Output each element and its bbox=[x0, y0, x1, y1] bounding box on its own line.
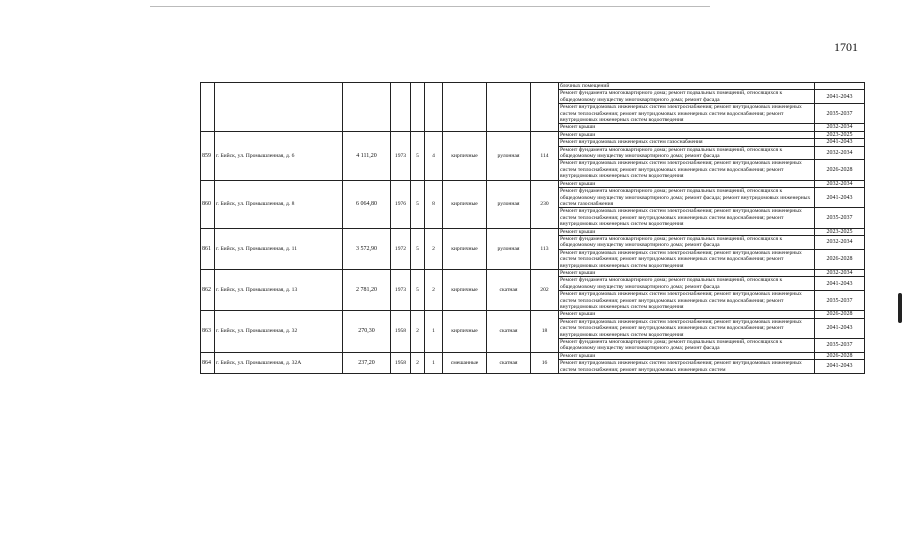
house-wall-material: кирпичные bbox=[443, 269, 487, 310]
house-address: г. Бийск, ул. Промышленная, д. 13 bbox=[215, 269, 343, 310]
repair-schedule-table bbox=[200, 82, 865, 374]
work-period: 2041-2043 bbox=[815, 277, 865, 291]
house-flats: 202 bbox=[531, 269, 559, 310]
house-floors: 5 bbox=[411, 228, 425, 269]
house-number: 862 bbox=[201, 269, 215, 310]
table-row bbox=[201, 228, 865, 235]
house-roof-type: скатная bbox=[487, 269, 531, 310]
work-period: 2035-2037 bbox=[815, 291, 865, 311]
house-number: 863 bbox=[201, 311, 215, 352]
work-description: Ремонт внутридомовых инженерных систем электроснабжения; ремонт внутридомовых инженерных систем теплоснабжения; ремонт внутридомовых инженерных систем водоснабжения; ремонт внутридомовых инженерных систем водоотведения bbox=[559, 249, 815, 269]
work-period: 2041-2043 bbox=[815, 318, 865, 338]
work-period: 2023-2025 bbox=[815, 131, 865, 138]
continuation-cell-num bbox=[201, 83, 215, 132]
house-entrances: 4 bbox=[425, 131, 443, 180]
work-period: 2032-2034 bbox=[815, 269, 865, 276]
continuation-cell-roof bbox=[487, 83, 531, 132]
work-description: Ремонт фундамента многоквартирного дома; ремонт подвальных помещений, относящихся к общедомовому имуществу многоквартирного дома; ремонт фасада bbox=[559, 235, 815, 249]
work-period: 2035-2037 bbox=[815, 208, 865, 228]
house-entrances: 1 bbox=[425, 352, 443, 373]
work-period: 2026-2028 bbox=[815, 311, 865, 318]
continuation-cell-address bbox=[215, 83, 343, 132]
work-period: 2032-2034 bbox=[815, 180, 865, 187]
continuation-cell-area bbox=[343, 83, 391, 132]
work-period: 2032-2034 bbox=[815, 124, 865, 131]
house-address: г. Бийск, ул. Промышленная, д. 32 bbox=[215, 311, 343, 352]
house-roof-type: рулонная bbox=[487, 180, 531, 228]
house-wall-material: кирпичные bbox=[443, 228, 487, 269]
work-period: 2023-2025 bbox=[815, 228, 865, 235]
house-year: 1973 bbox=[391, 131, 411, 180]
continuation-cell-floors bbox=[411, 83, 425, 132]
table-row bbox=[201, 269, 865, 276]
house-entrances: 8 bbox=[425, 180, 443, 228]
house-roof-type: скатная bbox=[487, 311, 531, 352]
work-period: 2035-2037 bbox=[815, 104, 865, 124]
house-year: 1973 bbox=[391, 269, 411, 310]
work-description: Ремонт крыши bbox=[559, 269, 815, 276]
house-area: 237,20 bbox=[343, 352, 391, 373]
house-floors: 2 bbox=[411, 352, 425, 373]
work-description: блочных помещений bbox=[559, 83, 815, 90]
work-period: 2035-2037 bbox=[815, 339, 865, 353]
house-year: 1972 bbox=[391, 228, 411, 269]
house-number: 860 bbox=[201, 180, 215, 228]
house-address: г. Бийск, ул. Промышленная, д. 32А bbox=[215, 352, 343, 373]
work-period: 2032-2034 bbox=[815, 235, 865, 249]
table-row bbox=[201, 131, 865, 138]
house-flats: 113 bbox=[531, 228, 559, 269]
work-description: Ремонт крыши bbox=[559, 124, 815, 131]
work-description: Ремонт фундамента многоквартирного дома; ремонт подвальных помещений, относящихся к общедомовому имуществу многоквартирного дома; ремонт фасада bbox=[559, 90, 815, 104]
house-wall-material: кирпичные bbox=[443, 131, 487, 180]
house-roof-type: рулонная bbox=[487, 228, 531, 269]
work-description: Ремонт крыши bbox=[559, 311, 815, 318]
house-year: 1958 bbox=[391, 311, 411, 352]
work-description: Ремонт фундамента многоквартирного дома; ремонт подвальных помещений, относящихся к общедомовому имуществу многоквартирного дома; ремонт фасада bbox=[559, 146, 815, 160]
work-period: 2041-2043 bbox=[815, 90, 865, 104]
continuation-cell-entrances bbox=[425, 83, 443, 132]
table-row bbox=[201, 180, 865, 187]
work-description: Ремонт крыши bbox=[559, 131, 815, 138]
work-description: Ремонт внутридомовых инженерных систем электроснабжения; ремонт внутридомовых инженерных систем теплоснабжения; ремонт внутридомовых инженерных систем водоснабжения; ремонт внутридомовых инженерных систем водоотведения bbox=[559, 208, 815, 228]
house-flats: 230 bbox=[531, 180, 559, 228]
work-description: Ремонт внутридомовых инженерных систем электроснабжения; ремонт внутридомовых инженерных систем теплоснабжения; ремонт внутридомовых инженерных систем водоснабжения; ремонт внутридомовых инженерных систем водоотведения bbox=[559, 318, 815, 338]
house-area: 2 781,20 bbox=[343, 269, 391, 310]
table-row bbox=[201, 352, 865, 359]
house-entrances: 1 bbox=[425, 311, 443, 352]
house-floors: 5 bbox=[411, 269, 425, 310]
scan-artifact-line bbox=[150, 6, 710, 7]
work-description: Ремонт внутридомовых инженерных систем электроснабжения; ремонт внутридомовых инженерных систем теплоснабжения; ремонт внутридомовых инженерных систем водоснабжения; ремонт внутридомовых инженерных систем водоотведения bbox=[559, 291, 815, 311]
house-number: 859 bbox=[201, 131, 215, 180]
house-flats: 114 bbox=[531, 131, 559, 180]
house-year: 1976 bbox=[391, 180, 411, 228]
house-number: 864 bbox=[201, 352, 215, 373]
continuation-cell-wall bbox=[443, 83, 487, 132]
continuation-cell-flats bbox=[531, 83, 559, 132]
house-area: 3 572,90 bbox=[343, 228, 391, 269]
work-period: 2041-2043 bbox=[815, 139, 865, 146]
work-period: 2026-2028 bbox=[815, 352, 865, 359]
work-period: 2041-2043 bbox=[815, 360, 865, 374]
house-number: 861 bbox=[201, 228, 215, 269]
house-area: 270,30 bbox=[343, 311, 391, 352]
house-entrances: 2 bbox=[425, 269, 443, 310]
table-body bbox=[201, 83, 865, 374]
house-wall-material: кирпичные bbox=[443, 311, 487, 352]
work-description: Ремонт крыши bbox=[559, 352, 815, 359]
work-description: Ремонт внутридомовых инженерных систем газоснабжения bbox=[559, 139, 815, 146]
page-number: 1701 bbox=[834, 40, 858, 54]
continuation-cell-year bbox=[391, 83, 411, 132]
work-description: Ремонт фундамента многоквартирного дома; ремонт подвальных помещений, относящихся к общедомовому имуществу многоквартирного дома; ремонт фасада bbox=[559, 277, 815, 291]
house-floors: 5 bbox=[411, 180, 425, 228]
house-wall-material: кирпичные bbox=[443, 180, 487, 228]
house-area: 4 111,20 bbox=[343, 131, 391, 180]
work-period: 2041-2043 bbox=[815, 188, 865, 208]
work-description: Ремонт фундамента многоквартирного дома; ремонт подвальных помещений, относящихся к общедомовому имуществу многоквартирного дома; ремонт фасада; ремонт внутридомовых инженерных систем газоснабжения bbox=[559, 188, 815, 208]
work-period: 2026-2028 bbox=[815, 249, 865, 269]
work-period: 2032-2034 bbox=[815, 146, 865, 160]
work-description: Ремонт внутридомовых инженерных систем электроснабжения; ремонт внутридомовых инженерных систем теплоснабжения; ремонт внутридомовых инженерных систем водоснабжения; ремонт внутридомовых инженерных систем водоотведения bbox=[559, 104, 815, 124]
work-period: 2026-2028 bbox=[815, 160, 865, 180]
house-address: г. Бийск, ул. Промышленная, д. 11 bbox=[215, 228, 343, 269]
house-floors: 2 bbox=[411, 311, 425, 352]
house-entrances: 2 bbox=[425, 228, 443, 269]
house-flats: 16 bbox=[531, 352, 559, 373]
house-address: г. Бийск, ул. Промышленная, д. 8 bbox=[215, 180, 343, 228]
work-description: Ремонт фундамента многоквартирного дома; ремонт подвальных помещений, относящихся к общедомовому имуществу многоквартирного дома; ремонт фасада bbox=[559, 339, 815, 353]
house-roof-type: рулонная bbox=[487, 131, 531, 180]
house-address: г. Бийск, ул. Промышленная, д. 6 bbox=[215, 131, 343, 180]
house-area: 6 064,80 bbox=[343, 180, 391, 228]
house-floors: 5 bbox=[411, 131, 425, 180]
work-description: Ремонт крыши bbox=[559, 228, 815, 235]
work-description: Ремонт внутридомовых инженерных систем электроснабжения; ремонт внутридомовых инженерных систем теплоснабжения; ремонт внутридомовых инженерных систем bbox=[559, 360, 815, 374]
house-flats: 18 bbox=[531, 311, 559, 352]
work-period bbox=[815, 83, 865, 90]
work-description: Ремонт крыши bbox=[559, 180, 815, 187]
work-description: Ремонт внутридомовых инженерных систем электроснабжения; ремонт внутридомовых инженерных систем теплоснабжения; ремонт внутридомовых инженерных систем водоснабжения; ремонт внутридомовых инженерных систем водоотведения bbox=[559, 160, 815, 180]
page-edge-marker bbox=[898, 293, 902, 323]
table-row bbox=[201, 83, 865, 90]
table-row bbox=[201, 311, 865, 318]
house-wall-material: смешанные bbox=[443, 352, 487, 373]
house-roof-type: скатная bbox=[487, 352, 531, 373]
house-year: 1958 bbox=[391, 352, 411, 373]
